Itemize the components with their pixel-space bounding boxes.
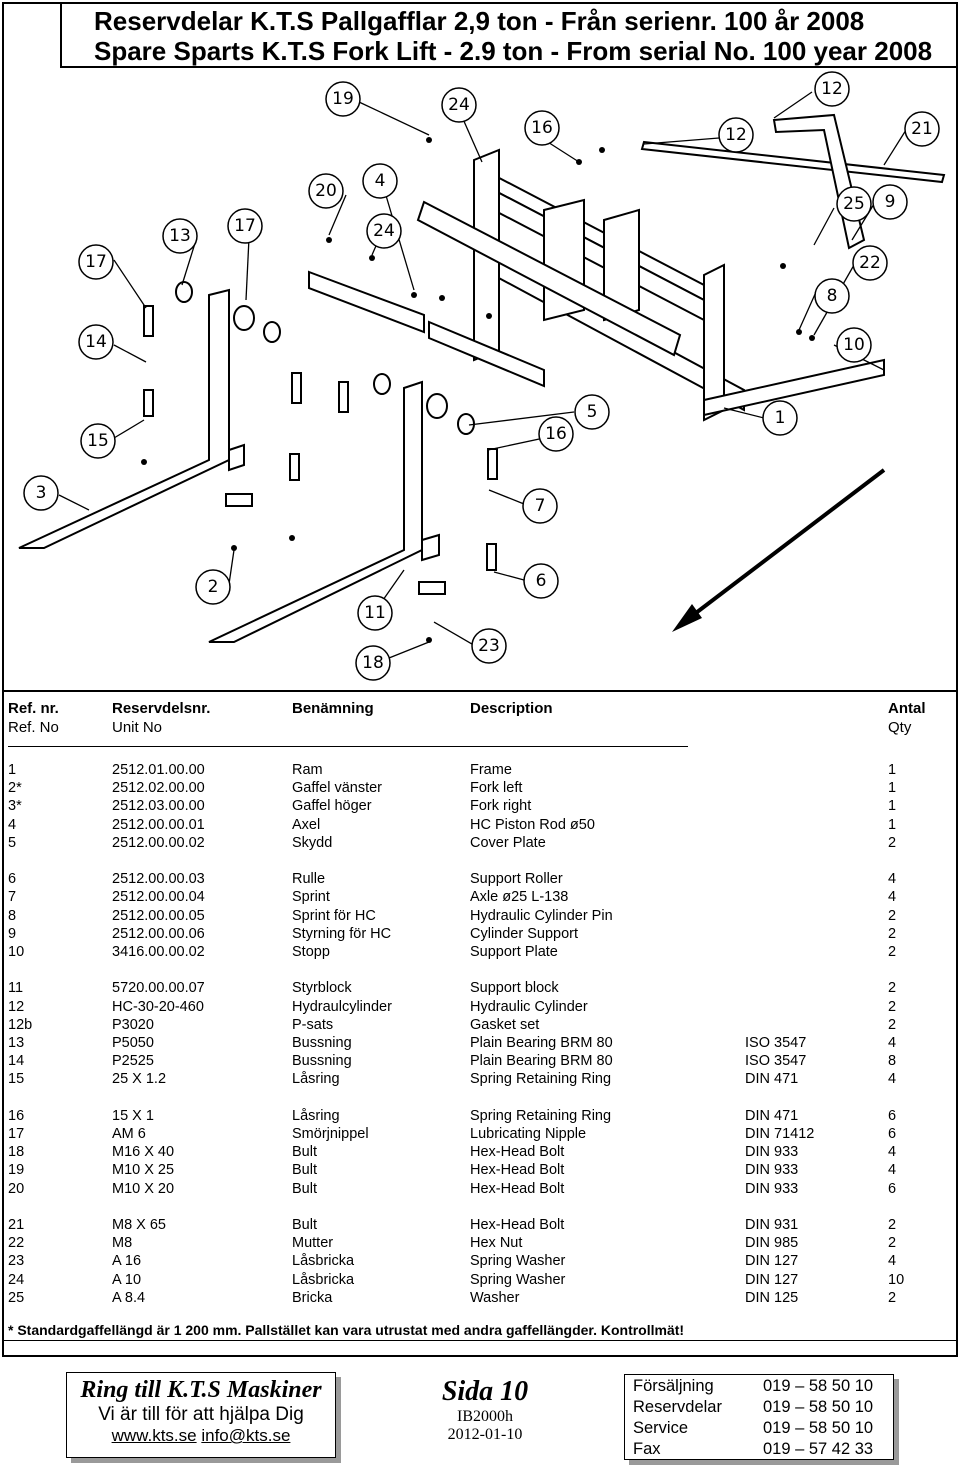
table-row bbox=[0, 944, 960, 962]
axle-7 bbox=[487, 544, 496, 570]
header-ref-en: Ref. No bbox=[8, 719, 59, 736]
document-code: IB2000h bbox=[457, 1408, 513, 1425]
table-cell-qty: 2 bbox=[888, 925, 897, 942]
table-cell-ref: 24 bbox=[8, 1271, 25, 1288]
table-cell-qty: 6 bbox=[888, 1107, 897, 1124]
table-cell-std: DIN 933 bbox=[745, 1162, 799, 1179]
callout-label: 17 bbox=[85, 252, 107, 272]
callout-label: 4 bbox=[374, 171, 386, 191]
website-link[interactable]: www.kts.se bbox=[111, 1426, 197, 1445]
table-cell-unit: A 10 bbox=[112, 1271, 142, 1288]
table-cell-qty: 2 bbox=[888, 1217, 897, 1233]
callout-label: 8 bbox=[826, 286, 838, 306]
fork-right-block bbox=[422, 535, 439, 560]
table-cell-qty: 4 bbox=[888, 871, 897, 888]
contact-row-parts bbox=[633, 1398, 874, 1417]
table-cell-name: Bult bbox=[292, 1144, 317, 1161]
table-row bbox=[0, 1126, 960, 1144]
ring-title: Ring till K.T.S Maskiner bbox=[80, 1377, 322, 1403]
callout-label: 23 bbox=[478, 636, 500, 656]
callout-label: 12 bbox=[821, 79, 843, 99]
callout-label: 16 bbox=[531, 118, 553, 138]
document-date: 2012-01-10 bbox=[447, 1426, 523, 1443]
cover-plate-left bbox=[309, 272, 424, 332]
axle-4 bbox=[290, 454, 299, 480]
table-cell-qty: 1 bbox=[888, 798, 897, 815]
table-row bbox=[0, 1217, 960, 1235]
table-cell-desc: Hex-Head Bolt bbox=[470, 1162, 565, 1179]
callout-label: 5 bbox=[586, 402, 598, 422]
direction-arrow bbox=[672, 470, 884, 632]
table-cell-name: Låsring bbox=[292, 1107, 340, 1124]
table-row bbox=[0, 835, 960, 853]
table-cell-name: Sprint bbox=[292, 889, 330, 906]
table-cell-std: DIN 127 bbox=[745, 1271, 799, 1288]
table-row bbox=[0, 999, 960, 1017]
table-cell-unit: M10 X 20 bbox=[112, 1180, 175, 1197]
contact-row-service bbox=[633, 1419, 874, 1438]
table-cell-name: Bricka bbox=[292, 1289, 333, 1306]
fork-left-block bbox=[229, 445, 244, 470]
header-qty-sv: Antal bbox=[888, 700, 926, 717]
table-cell-desc: Fork left bbox=[470, 780, 523, 797]
callout-label: 17 bbox=[234, 216, 256, 236]
fork-left bbox=[19, 290, 229, 548]
table-cell-std: ISO 3547 bbox=[745, 1035, 807, 1051]
table-row bbox=[0, 1017, 960, 1035]
callout-label: 14 bbox=[85, 332, 107, 352]
table-cell-name: Stopp bbox=[292, 944, 330, 960]
table-cell-unit: P3020 bbox=[112, 1016, 154, 1033]
table-row bbox=[0, 926, 960, 944]
standard-fork-length-note: * Standardgaffellängd är 1 200 mm. Pallstället kan vara utrustat med andra gaffellängder. Kontrollmät! bbox=[8, 1322, 685, 1338]
table-row bbox=[0, 1071, 960, 1089]
table-cell-name: Smörjnippel bbox=[292, 1126, 369, 1142]
table-cell-name: Gaffel vänster bbox=[292, 780, 383, 797]
table-row bbox=[0, 762, 960, 780]
header-qty-en: Qty bbox=[888, 719, 912, 736]
callout-label: 24 bbox=[448, 95, 470, 115]
table-cell-desc: Hex-Head Bolt bbox=[470, 1180, 565, 1197]
table-cell-qty: 4 bbox=[888, 1035, 897, 1051]
table-cell-unit: P2525 bbox=[112, 1053, 154, 1070]
table-cell-name: Axel bbox=[292, 816, 321, 833]
table-cell-desc: Support block bbox=[470, 980, 559, 997]
callout-label: 13 bbox=[169, 226, 191, 246]
table-cell-ref: 19 bbox=[8, 1162, 25, 1179]
table-cell-name: Hydraulcylinder bbox=[292, 998, 392, 1015]
table-cell-desc: Hex Nut bbox=[470, 1235, 523, 1252]
contact-label: Service bbox=[633, 1419, 689, 1437]
table-cell-ref: 15 bbox=[8, 1071, 25, 1088]
page-header bbox=[60, 2, 958, 68]
table-cell-qty: 4 bbox=[888, 1071, 897, 1088]
contact-number: 019 – 57 42 33 bbox=[763, 1440, 874, 1458]
table-cell-ref: 1 bbox=[8, 762, 17, 778]
contact-label: Fax bbox=[633, 1440, 661, 1458]
contact-label: Försäljning bbox=[633, 1377, 714, 1395]
table-cell-qty: 2 bbox=[888, 998, 897, 1015]
table-cell-unit: 2512.01.00.00 bbox=[112, 762, 205, 778]
ring-links bbox=[67, 1426, 335, 1446]
table-cell-std: DIN 985 bbox=[745, 1235, 799, 1252]
table-cell-qty: 2 bbox=[888, 834, 897, 851]
callout-label: 12 bbox=[725, 125, 747, 145]
table-cell-desc: Spring Washer bbox=[470, 1253, 566, 1270]
roller-6 bbox=[458, 414, 474, 434]
table-cell-ref: 9 bbox=[8, 925, 17, 942]
table-cell-qty: 2 bbox=[888, 944, 897, 960]
table-cell-ref: 6 bbox=[8, 871, 17, 888]
table-cell-name: Sprint för HC bbox=[292, 907, 376, 924]
table-cell-ref: 16 bbox=[8, 1107, 25, 1124]
parts-table-body bbox=[0, 762, 960, 1312]
table-row bbox=[0, 1253, 960, 1271]
contact-row-fax bbox=[633, 1440, 874, 1459]
table-cell-desc: Spring Washer bbox=[470, 1271, 566, 1288]
table-row bbox=[0, 1108, 960, 1126]
table-cell-ref: 13 bbox=[8, 1035, 25, 1051]
table-cell-qty: 6 bbox=[888, 1180, 897, 1197]
page-number: Sida 10 bbox=[441, 1376, 529, 1407]
note-divider bbox=[2, 1340, 958, 1341]
axle-1 bbox=[144, 306, 153, 336]
table-cell-name: Låsring bbox=[292, 1071, 340, 1088]
hydraulic-cylinder-body bbox=[774, 115, 864, 248]
table-row bbox=[0, 889, 960, 907]
contact-number: 019 – 58 50 10 bbox=[763, 1398, 874, 1416]
callout-label: 20 bbox=[315, 181, 337, 201]
table-row bbox=[0, 798, 960, 816]
table-cell-unit: 2512.00.00.01 bbox=[112, 816, 205, 833]
table-cell-ref: 18 bbox=[8, 1144, 25, 1161]
callout-label: 18 bbox=[362, 653, 384, 673]
table-row bbox=[0, 980, 960, 998]
table-cell-ref: 3* bbox=[8, 798, 22, 815]
table-cell-unit: 2512.00.00.02 bbox=[112, 834, 205, 851]
axle-3 bbox=[292, 373, 301, 403]
header-title-swedish: Reservdelar K.T.S Pallgafflar 2,9 ton - Från serienr. 100 år 2008 bbox=[94, 6, 865, 36]
table-cell-std: DIN 931 bbox=[745, 1217, 799, 1233]
table-cell-ref: 17 bbox=[8, 1126, 25, 1142]
table-cell-desc: Support Roller bbox=[470, 871, 563, 888]
table-cell-desc: Hydraulic Cylinder bbox=[470, 998, 588, 1015]
table-cell-desc: Gasket set bbox=[470, 1016, 540, 1033]
callout-label: 21 bbox=[911, 119, 933, 139]
callout-label: 25 bbox=[843, 194, 865, 214]
table-cell-name: Bussning bbox=[292, 1053, 352, 1070]
header-unit-en: Unit No bbox=[112, 719, 163, 736]
table-row bbox=[0, 1144, 960, 1162]
ring-subtitle: Vi är till för att hjälpa Dig bbox=[98, 1404, 304, 1425]
table-cell-qty: 2 bbox=[888, 907, 897, 924]
table-cell-ref: 14 bbox=[8, 1053, 25, 1070]
table-cell-unit: 2512.00.00.05 bbox=[112, 907, 205, 924]
hydraulic-cylinder bbox=[642, 142, 944, 182]
table-cell-unit: 2512.00.00.04 bbox=[112, 889, 205, 906]
table-cell-desc: Hex-Head Bolt bbox=[470, 1217, 565, 1233]
callout-label: 10 bbox=[843, 335, 865, 355]
fork-right bbox=[209, 382, 422, 642]
header-name-sv: Benämning bbox=[292, 700, 374, 717]
axle-5 bbox=[339, 382, 348, 412]
table-cell-desc: Plain Bearing BRM 80 bbox=[470, 1053, 613, 1070]
header-title-english: Spare Sparts K.T.S Fork Lift - 2.9 ton - From serial No. 100 year 2008 bbox=[94, 36, 933, 66]
roller-1 bbox=[176, 282, 192, 302]
table-cell-qty: 2 bbox=[888, 1016, 897, 1033]
table-cell-desc: Cylinder Support bbox=[470, 925, 578, 942]
table-cell-std: DIN 71412 bbox=[745, 1126, 815, 1142]
callout-label: 19 bbox=[332, 89, 354, 109]
table-cell-std: DIN 127 bbox=[745, 1253, 799, 1270]
table-cell-unit: 3416.00.00.02 bbox=[112, 944, 205, 960]
table-cell-ref: 22 bbox=[8, 1235, 25, 1252]
table-cell-unit: 2512.02.00.00 bbox=[112, 780, 205, 797]
table-cell-ref: 4 bbox=[8, 816, 17, 833]
table-row bbox=[0, 908, 960, 926]
table-cell-unit: M16 X 40 bbox=[112, 1144, 175, 1161]
table-cell-unit: HC-30-20-460 bbox=[112, 998, 204, 1015]
table-top-divider bbox=[2, 690, 958, 692]
callout-label: 11 bbox=[364, 603, 386, 623]
table-row bbox=[0, 780, 960, 798]
table-cell-unit: A 16 bbox=[112, 1253, 142, 1270]
table-row bbox=[0, 1053, 960, 1071]
table-cell-desc: Spring Retaining Ring bbox=[470, 1107, 612, 1124]
page-info-box bbox=[420, 1376, 550, 1462]
table-cell-qty: 2 bbox=[888, 1289, 897, 1306]
table-cell-unit: M10 X 25 bbox=[112, 1162, 175, 1179]
parts-table-header bbox=[0, 700, 960, 740]
table-cell-std: DIN 471 bbox=[745, 1107, 799, 1124]
contact-label: Reservdelar bbox=[633, 1398, 722, 1416]
table-cell-qty: 4 bbox=[888, 1144, 897, 1161]
axle-6 bbox=[488, 449, 497, 479]
table-cell-desc: Frame bbox=[470, 762, 512, 778]
table-cell-desc: Fork right bbox=[470, 798, 532, 815]
roller-3 bbox=[264, 322, 280, 342]
table-cell-unit: M8 bbox=[112, 1235, 133, 1252]
table-cell-desc: Hex-Head Bolt bbox=[470, 1144, 565, 1161]
table-row bbox=[0, 817, 960, 835]
table-cell-ref: 23 bbox=[8, 1253, 25, 1270]
table-cell-desc: Support Plate bbox=[470, 944, 558, 960]
table-cell-name: Styrning för HC bbox=[292, 925, 392, 942]
table-row bbox=[0, 1290, 960, 1308]
table-cell-desc: HC Piston Rod ø50 bbox=[470, 816, 595, 833]
table-cell-qty: 2 bbox=[888, 1235, 897, 1252]
table-cell-qty: 1 bbox=[888, 816, 897, 833]
email-link[interactable]: info@kts.se bbox=[201, 1426, 291, 1445]
table-cell-std: DIN 125 bbox=[745, 1289, 799, 1306]
support-block-2 bbox=[419, 582, 445, 594]
table-cell-std: DIN 933 bbox=[745, 1180, 799, 1197]
callout-label: 3 bbox=[35, 483, 47, 503]
table-cell-qty: 4 bbox=[888, 889, 897, 906]
table-cell-std: DIN 471 bbox=[745, 1071, 799, 1088]
table-cell-name: Mutter bbox=[292, 1235, 334, 1252]
contact-row-sales bbox=[633, 1377, 874, 1396]
header-ref-sv: Ref. nr. bbox=[8, 700, 59, 717]
table-cell-qty: 2 bbox=[888, 980, 897, 997]
roller-2 bbox=[234, 306, 254, 330]
table-cell-ref: 2* bbox=[8, 780, 22, 797]
table-row bbox=[0, 1272, 960, 1290]
table-cell-desc: Washer bbox=[470, 1289, 520, 1306]
callout-label: 24 bbox=[373, 221, 395, 241]
callout-label: 2 bbox=[207, 577, 219, 597]
header-description: Description bbox=[470, 700, 553, 717]
table-cell-name: Bult bbox=[292, 1162, 317, 1179]
table-cell-ref: 25 bbox=[8, 1289, 25, 1306]
axle-2 bbox=[144, 390, 153, 416]
table-cell-desc: Lubricating Nipple bbox=[470, 1126, 587, 1142]
roller-4 bbox=[374, 374, 390, 394]
table-cell-unit: 2512.03.00.00 bbox=[112, 798, 205, 815]
table-cell-ref: 11 bbox=[8, 980, 24, 997]
table-cell-qty: 10 bbox=[888, 1271, 905, 1288]
table-cell-unit: 25 X 1.2 bbox=[112, 1071, 167, 1088]
table-cell-name: Bussning bbox=[292, 1035, 352, 1051]
table-cell-unit: P5050 bbox=[112, 1035, 154, 1051]
table-cell-name: Styrblock bbox=[292, 980, 352, 997]
table-cell-qty: 8 bbox=[888, 1053, 897, 1070]
table-cell-qty: 4 bbox=[888, 1253, 897, 1270]
roller-5 bbox=[427, 394, 447, 418]
table-cell-qty: 1 bbox=[888, 762, 897, 778]
table-cell-name: Låsbricka bbox=[292, 1271, 355, 1288]
table-cell-ref: 8 bbox=[8, 907, 17, 924]
table-cell-ref: 5 bbox=[8, 834, 17, 851]
callout-label: 9 bbox=[884, 192, 896, 212]
table-cell-unit: 2512.00.00.06 bbox=[112, 925, 205, 942]
table-cell-ref: 12b bbox=[8, 1016, 33, 1033]
table-cell-name: Låsbricka bbox=[292, 1253, 355, 1270]
callout-label: 7 bbox=[534, 496, 546, 516]
callout-label: 6 bbox=[535, 571, 547, 591]
table-row bbox=[0, 1162, 960, 1180]
callout-label: 16 bbox=[545, 424, 567, 444]
table-cell-unit: M8 X 65 bbox=[112, 1217, 166, 1233]
callout-label: 15 bbox=[87, 431, 109, 451]
table-cell-name: Gaffel höger bbox=[292, 798, 372, 815]
table-row bbox=[0, 871, 960, 889]
table-cell-qty: 6 bbox=[888, 1126, 897, 1142]
table-cell-ref: 12 bbox=[8, 998, 25, 1015]
table-cell-name: Ram bbox=[292, 762, 323, 778]
header-unit-sv: Reservdelsnr. bbox=[112, 700, 211, 717]
contact-number: 019 – 58 50 10 bbox=[763, 1377, 874, 1395]
header-underline bbox=[8, 746, 688, 747]
table-cell-unit: AM 6 bbox=[112, 1126, 146, 1142]
callout-label: 1 bbox=[774, 408, 786, 428]
table-cell-std: ISO 3547 bbox=[745, 1053, 807, 1070]
table-cell-desc: Hydraulic Cylinder Pin bbox=[470, 907, 613, 924]
table-row bbox=[0, 1035, 960, 1053]
exploded-parts-diagram bbox=[4, 70, 956, 690]
table-cell-unit: 15 X 1 bbox=[112, 1107, 154, 1124]
table-cell-qty: 4 bbox=[888, 1162, 897, 1179]
table-cell-ref: 21 bbox=[8, 1217, 25, 1233]
table-cell-std: DIN 933 bbox=[745, 1144, 799, 1161]
table-cell-desc: Cover Plate bbox=[470, 834, 546, 851]
table-row bbox=[0, 1235, 960, 1253]
table-cell-qty: 1 bbox=[888, 780, 897, 797]
support-block-1 bbox=[226, 494, 252, 506]
contact-ring-box bbox=[66, 1372, 336, 1458]
table-cell-name: Bult bbox=[292, 1217, 317, 1233]
table-cell-ref: 7 bbox=[8, 889, 17, 906]
table-cell-unit: 5720.00.00.07 bbox=[112, 980, 205, 997]
table-cell-desc: Axle ø25 L-138 bbox=[470, 889, 569, 906]
table-cell-desc: Spring Retaining Ring bbox=[470, 1071, 612, 1088]
table-cell-name: Bult bbox=[292, 1180, 317, 1197]
contacts-box bbox=[624, 1374, 894, 1460]
table-row bbox=[0, 1181, 960, 1199]
table-cell-ref: 10 bbox=[8, 944, 25, 960]
table-cell-unit: A 8.4 bbox=[112, 1289, 146, 1306]
contact-number: 019 – 58 50 10 bbox=[763, 1419, 874, 1437]
callout-label: 22 bbox=[859, 253, 881, 273]
table-cell-desc: Plain Bearing BRM 80 bbox=[470, 1035, 613, 1051]
table-cell-ref: 20 bbox=[8, 1180, 25, 1197]
table-cell-unit: 2512.00.00.03 bbox=[112, 871, 205, 888]
table-cell-name: P-sats bbox=[292, 1016, 334, 1033]
table-cell-name: Rulle bbox=[292, 871, 326, 888]
table-cell-name: Skydd bbox=[292, 834, 333, 851]
